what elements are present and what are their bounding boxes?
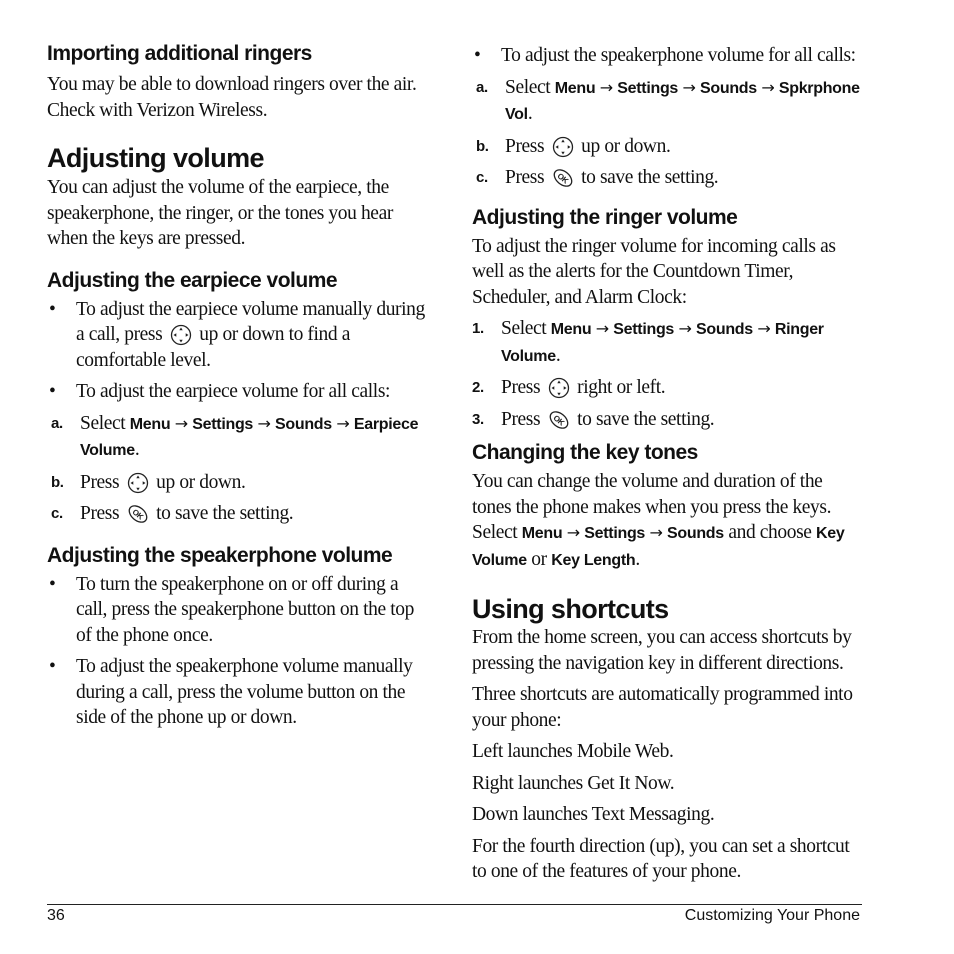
shortcuts-programmed: Three shortcuts are automatically programmed into your phone:: [472, 684, 853, 731]
chapter-title: Customizing Your Phone: [684, 907, 860, 924]
speaker-bullet-toggle: [47, 572, 433, 649]
bullet: •: [49, 381, 56, 402]
ringer-volume-keyword: Ringer Volume: [501, 321, 824, 365]
step-label: b.: [476, 137, 489, 155]
step-text: to save the setting.: [581, 167, 719, 188]
shortcut-left: Left launches Mobile Web.: [472, 741, 674, 762]
arrow: →: [336, 413, 350, 433]
step-text: to save the setting.: [156, 503, 294, 524]
settings-keyword: Settings: [584, 525, 646, 542]
svg-text:OK: OK: [130, 507, 145, 522]
step-text: Select: [505, 76, 551, 98]
period: .: [555, 344, 561, 366]
step-text: right or left.: [577, 377, 666, 398]
page-number: 36: [47, 907, 65, 924]
key-tones-text: [472, 469, 864, 573]
period: .: [527, 103, 533, 124]
speakerphone-volume-heading: Adjusting the speakerphone volume: [47, 543, 393, 567]
shortcut-down: Down launches Text Messaging.: [472, 804, 715, 825]
ringer-step-2: [472, 375, 864, 401]
step-label: c.: [476, 169, 488, 186]
step-text: Select: [472, 522, 518, 543]
step-text: Press: [80, 503, 120, 524]
key-volume-keyword: Key Volume: [472, 525, 845, 569]
bullet: •: [49, 656, 56, 677]
right-column: [472, 38, 864, 885]
bullet-text: To turn the speakerphone on or off during a call, press the speakerphone button on the top of the phone once.: [76, 573, 414, 646]
arrow: →: [649, 523, 663, 542]
arrow: →: [599, 77, 613, 97]
earpiece-step-c: [47, 501, 433, 527]
earpiece-bullet-all-calls: [47, 379, 433, 405]
arrow: →: [174, 413, 188, 433]
ringer-volume-text: To adjust the ringer volume for incoming calls as well as the alerts for the Countdown Timer, Scheduler, and Alarm Clock:: [472, 235, 836, 308]
step-label: c.: [51, 505, 63, 522]
key-tones-sentence: You can change the volume and duration of the tones the phone makes when you press the keys.: [472, 471, 832, 518]
importing-ringers-heading: Importing additional ringers: [47, 42, 312, 65]
arrow: →: [257, 413, 271, 433]
navigation-key-icon: [552, 136, 574, 158]
adjusting-volume-text: You can adjust the volume of the earpiece, the speakerphone, the ringer, or the tones you hear when the keys are pressed.: [47, 177, 393, 249]
step-text: and choose: [728, 522, 812, 543]
earpiece-volume-keyword: Earpiece Volume: [80, 415, 419, 459]
step-text: Select: [80, 412, 126, 434]
step-text: Press: [501, 408, 541, 430]
speaker-step-b: [472, 134, 864, 160]
importing-ringers-text: You may be able to download ringers over the air. Check with Verizon Wireless.: [47, 74, 417, 121]
ok-key-icon: [552, 167, 574, 189]
speaker-bullet-all-calls: [472, 43, 864, 69]
earpiece-step-b: [47, 470, 433, 496]
shortcut-up: For the fourth direction (up), you can set a shortcut to one of the features of your phone.: [472, 835, 850, 882]
earpiece-step-a: [47, 411, 433, 464]
svg-text:OK: OK: [551, 412, 566, 427]
ringer-step-1: [472, 316, 864, 369]
shortcuts-intro: From the home screen, you can access shortcuts by pressing the navigation key in different directions.: [472, 627, 852, 674]
bullet-text: To adjust the speakerphone volume manually during a call, press the volume button on the side of the phone up or down.: [76, 656, 413, 728]
arrow: →: [757, 319, 771, 338]
earpiece-volume-heading: Adjusting the earpiece volume: [47, 268, 338, 292]
settings-keyword: Settings: [617, 79, 679, 97]
settings-keyword: Settings: [613, 321, 675, 338]
menu-keyword: Menu: [129, 415, 171, 433]
key-length-keyword: Key Length: [551, 551, 636, 569]
speaker-step-c: [472, 165, 864, 191]
period: .: [134, 439, 140, 460]
bullet: •: [49, 298, 56, 320]
shortcut-right: Right launches Get It Now.: [472, 772, 675, 794]
arrow: →: [566, 523, 580, 542]
step-text: Select: [501, 318, 547, 339]
arrow: →: [595, 319, 609, 338]
ringer-step-3: [472, 407, 864, 433]
navigation-key-icon: [548, 377, 570, 399]
left-column: [47, 38, 433, 731]
using-shortcuts-heading: Using shortcuts: [472, 594, 669, 624]
navigation-key-icon: [127, 472, 149, 494]
navigation-key-icon: [170, 324, 192, 346]
step-label: 3.: [472, 410, 484, 428]
speaker-bullet-manual: [47, 654, 433, 731]
arrow: →: [761, 77, 775, 97]
step-label: b.: [51, 473, 64, 491]
menu-keyword: Menu: [550, 321, 592, 338]
sounds-keyword: Sounds: [275, 415, 332, 433]
svg-text:OK: OK: [555, 171, 570, 186]
step-label: a.: [476, 78, 488, 96]
bullet-text: up or down to find a comfortable level.: [76, 324, 350, 371]
arrow: →: [678, 319, 692, 338]
sounds-keyword: Sounds: [700, 79, 757, 97]
ok-key-icon: [548, 409, 570, 431]
step-label: 2.: [472, 379, 484, 396]
earpiece-bullet-manual: [47, 297, 433, 374]
settings-keyword: Settings: [192, 415, 254, 433]
sounds-keyword: Sounds: [696, 321, 753, 338]
step-text: up or down.: [156, 471, 246, 493]
period: .: [635, 548, 640, 570]
step-label: a.: [51, 414, 63, 432]
step-text: Press: [501, 377, 541, 398]
ringer-volume-heading: Adjusting the ringer volume: [472, 205, 738, 229]
ok-key-icon: [127, 503, 149, 525]
step-text: Press: [505, 135, 545, 157]
bullet-text: To adjust the speakerphone volume for all calls:: [501, 45, 856, 66]
bullet-text: To adjust the earpiece volume for all calls:: [76, 381, 391, 402]
bullet: •: [49, 573, 56, 595]
spkrphone-vol-keyword: Spkrphone Vol: [505, 79, 860, 123]
arrow: →: [682, 77, 696, 97]
adjusting-volume-heading: Adjusting volume: [47, 143, 264, 173]
bullet: •: [474, 45, 481, 66]
step-text: Press: [505, 167, 545, 188]
step-label: 1.: [472, 320, 484, 337]
step-text: Press: [80, 471, 120, 493]
menu-keyword: Menu: [554, 79, 596, 97]
footer-divider: [47, 904, 862, 905]
bullet-text: To adjust the earpiece volume manually during a call, press: [76, 298, 425, 345]
step-text: up or down.: [581, 135, 671, 157]
speaker-step-a: [472, 75, 864, 128]
step-text: or: [531, 548, 547, 570]
sounds-keyword: Sounds: [667, 525, 724, 542]
menu-keyword: Menu: [521, 525, 563, 542]
key-tones-heading: Changing the key tones: [472, 441, 698, 464]
step-text: to save the setting.: [577, 408, 715, 430]
